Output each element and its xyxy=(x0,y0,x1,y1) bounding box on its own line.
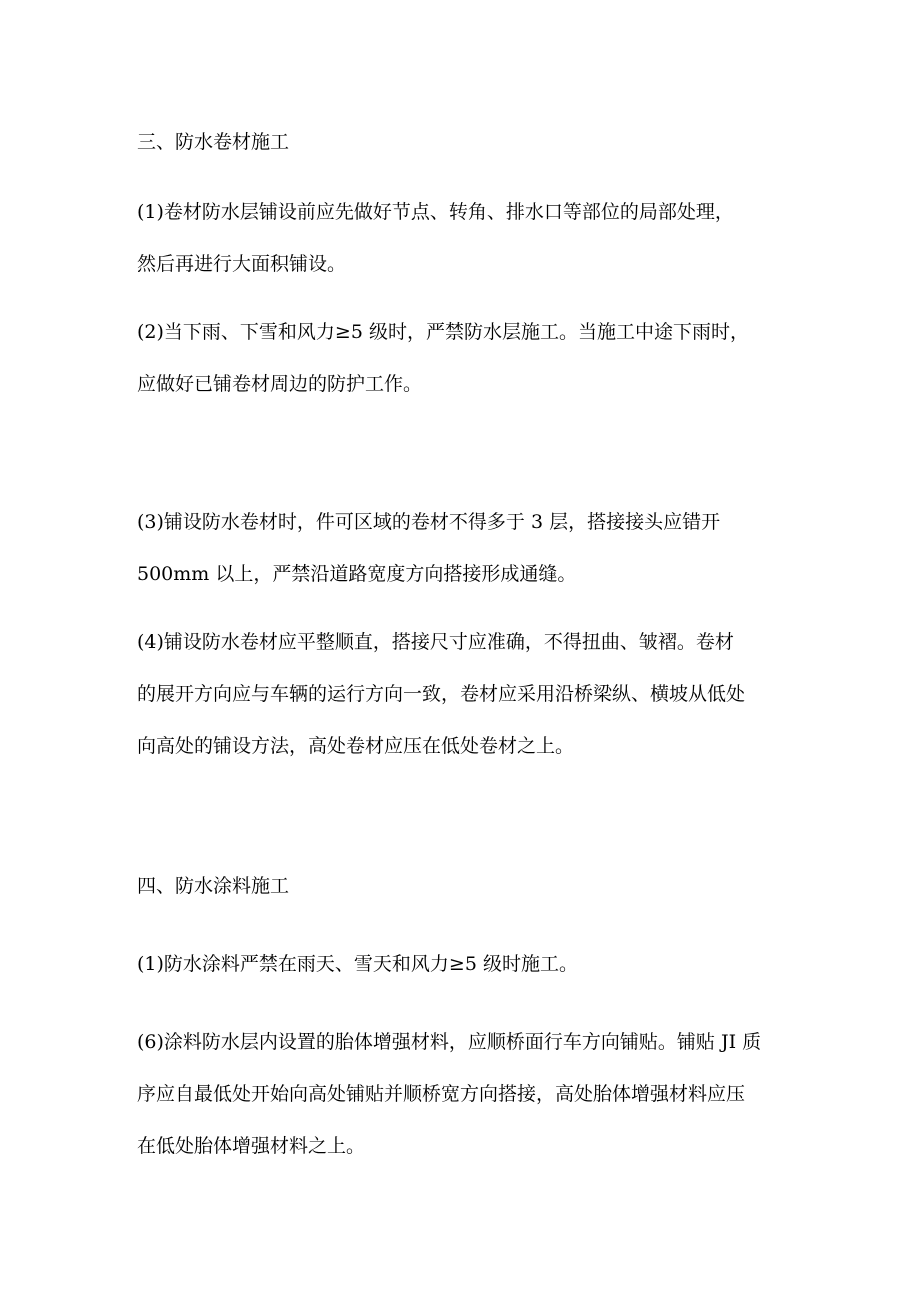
paragraph-3-2 xyxy=(137,306,797,410)
heading-text: 四、防水涂料施工 xyxy=(137,875,290,897)
paragraph-line: (3)铺设防水卷材时，件可区域的卷材不得多于 3 层，搭接接头应错开 xyxy=(137,511,721,533)
paragraph-line: 向高处的铺设方法，高处卷材应压在低处卷材之上。 xyxy=(137,735,575,757)
paragraph-line: 500mm 以上，严禁沿道路宽度方向搭接形成通缝。 xyxy=(137,563,577,585)
paragraph-line: (1)卷材防水层铺设前应先做好节点、转角、排水口等部位的局部处理， xyxy=(137,201,734,223)
paragraph-line: 的展开方向应与车辆的运行方向一致，卷材应采用沿桥梁纵、横坡从低处 xyxy=(137,683,746,705)
section-heading-4 xyxy=(137,860,797,912)
section-heading-3 xyxy=(137,116,797,168)
paragraph-line: 在低处胎体增强材料之上。 xyxy=(137,1135,366,1157)
paragraph-3-1 xyxy=(137,186,797,290)
paragraph-line: (2)当下雨、下雪和风力≥5 级时，严禁防水层施工。当施工中途下雨时， xyxy=(137,321,749,343)
paragraph-3-3 xyxy=(137,496,797,600)
paragraph-4-1 xyxy=(137,938,797,990)
paragraph-line: (4)铺设防水卷材应平整顺直，搭接尺寸应准确，不得扭曲、皱褶。卷材 xyxy=(137,631,734,653)
paragraph-line: 应做好已铺卷材周边的防护工作。 xyxy=(137,373,423,395)
heading-text: 三、防水卷材施工 xyxy=(137,131,290,153)
paragraph-line: 序应自最低处开始向高处铺贴并顺桥宽方向搭接，高处胎体增强材料应压 xyxy=(137,1083,746,1105)
paragraph-3-4 xyxy=(137,616,797,772)
paragraph-line: 然后再进行大面积铺设。 xyxy=(137,253,347,275)
paragraph-line: (1)防水涂料严禁在雨天、雪天和风力≥5 级时施工。 xyxy=(137,953,578,975)
paragraph-4-6 xyxy=(137,1016,797,1172)
paragraph-line: (6)涂料防水层内设置的胎体增强材料，应顺桥面行车方向铺贴。铺贴 JI 质 xyxy=(137,1031,762,1053)
